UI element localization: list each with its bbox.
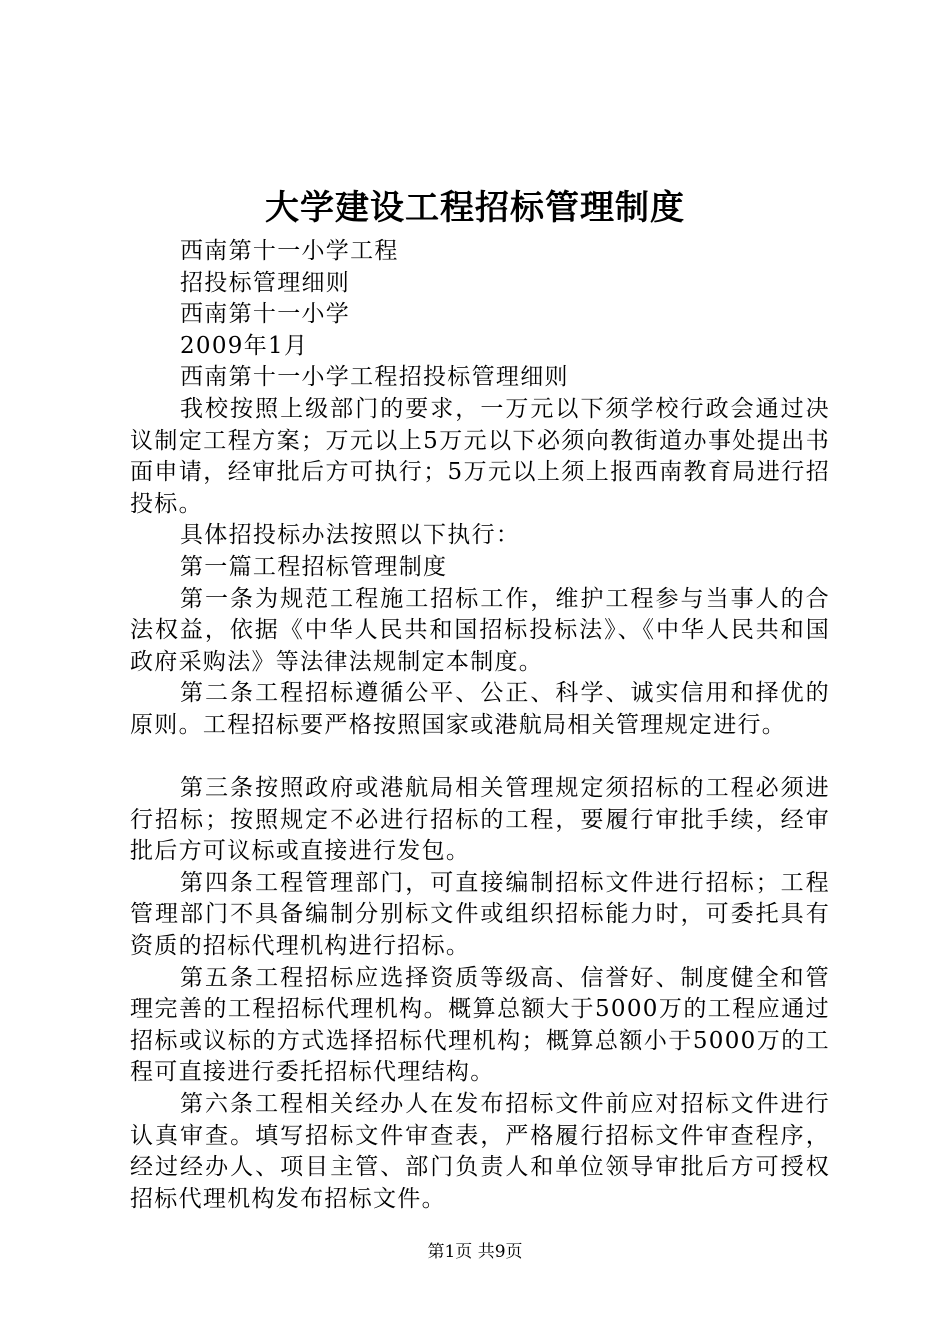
paragraph-subtitle: 西南第十一小学工程招投标管理细则 (180, 364, 569, 391)
page-number-footer: 第1页 共9页 (427, 1242, 523, 1262)
paragraph-article-6: 第六条工程相关经办人在发布招标文件前应对招标文件进行认真审查。填写招标文件审查表，严格履行招标文件审查程序，经过经办人、项目主管、部门负责人和单位领导审批后方可授权招标代理机构发布招标文件。 (130, 1091, 830, 1212)
paragraph-rules-name: 招投标管理细则 (180, 269, 351, 296)
paragraph-method: 具体招投标办法按照以下执行： (180, 522, 521, 549)
paragraph-school-project: 西南第十一小学工程 (180, 238, 399, 264)
paragraph-article-2: 第二条工程招标遵循公平、公正、科学、诚实信用和择优的原则。工程招标要严格按照国家或港航局相关管理规定进行。 (130, 680, 830, 738)
paragraph-article-5: 第五条工程招标应选择资质等级高、信誉好、制度健全和管理完善的工程招标代理机构。概算总额大于5000万的工程应通过招标或议标的方式选择招标代理机构；概算总额小于5000万的工程可直接进行委托招标代理结构。 (130, 964, 830, 1086)
document-body (130, 236, 830, 1215)
paragraph-article-3: 第三条按照政府或港航局相关管理规定须招标的工程必须进行招标；按照规定不必进行招标的工程，要履行审批手续，经审批后方可议标或直接进行发包。 (130, 775, 830, 865)
document-title: 大学建设工程招标管理制度 (265, 188, 685, 228)
paragraph-article-4: 第四条工程管理部门，可直接编制招标文件进行招标；工程管理部门不具备编制分别标文件或组织招标能力时，可委托具有资质的招标代理机构进行招标。 (130, 869, 830, 960)
paragraph-school-name: 西南第十一小学 (180, 301, 351, 328)
paragraph-date: 2009年1月 (180, 332, 309, 359)
paragraph-article-1: 第一条为规范工程施工招标工作，维护工程参与当事人的合法权益，依据《中华人民共和国招标投标法》、《中华人民共和国政府采购法》等法律法规制定本制度。 (130, 585, 830, 675)
paragraph-intro: 我校按照上级部门的要求，一万元以下须学校行政会通过决议制定工程方案；万元以上5万元以下必须向教街道办事处提出书面申请，经审批后方可执行；5万元以上须上报西南教育局进行招投标。 (130, 395, 830, 517)
paragraph-chapter-heading: 第一篇工程招标管理制度 (180, 553, 448, 580)
blank-line (130, 742, 830, 774)
